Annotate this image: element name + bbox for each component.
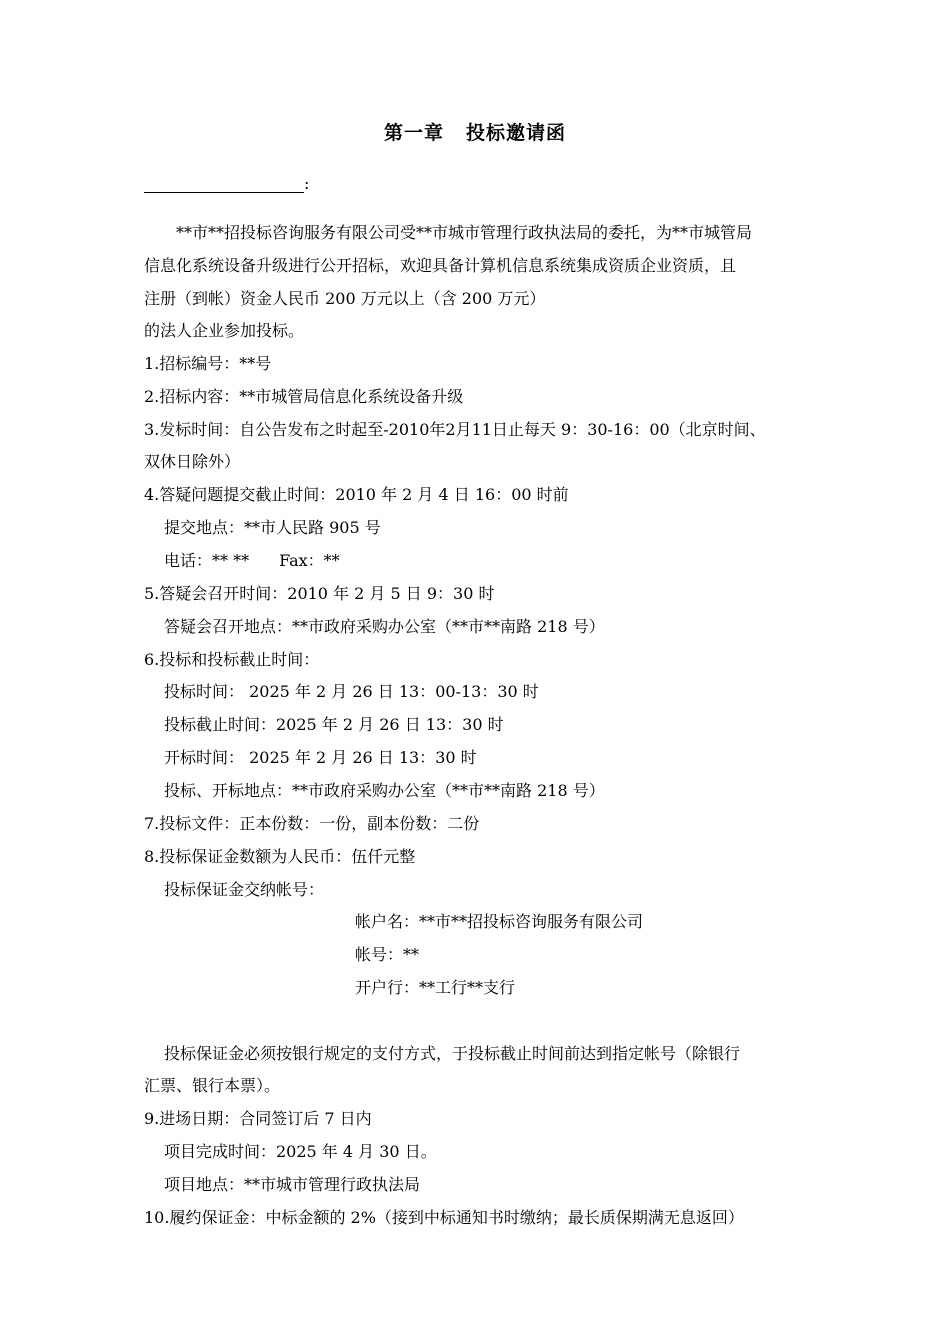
addressee-colon: : [304,174,310,193]
item-5: 5.答疑会召开时间：2010 年 2 月 5 日 9：30 时 [144,584,495,603]
item-2: 2.招标内容：**市城管局信息化系统设备升级 [144,387,464,406]
item-9: 9.进场日期：合同签订后 7 日内 [144,1109,372,1128]
fax-text: Fax：** [279,551,340,570]
item-6-deadline: 投标截止时间：2025 年 2 月 26 日 13：30 时 [164,715,504,734]
intro-line-1: **市**招投标咨询服务有限公司受**市城市管理行政执法局的委托，为**市城管局 [176,223,753,242]
item-4-address: 提交地点：**市人民路 905 号 [164,518,381,537]
account-name: 帐户名：**市**招投标咨询服务有限公司 [355,912,644,931]
chapter-title [0,118,950,145]
deposit-note-line-2: 汇票、银行本票）。 [144,1076,281,1095]
item-8-account-title: 投标保证金交纳帐号： [164,880,325,899]
item-4: 4.答疑问题提交截止时间：2010 年 2 月 4 日 16：00 时前 [144,485,569,504]
item-6-bid-time: 投标时间： 2025 年 2 月 26 日 13：00-13：30 时 [164,682,539,701]
intro-line-3: 注册（到帐）资金人民币 200 万元以上（含 200 万元） [144,289,546,308]
item-10: 10.履约保证金：中标金额的 2%（接到中标通知书时缴纳；最长质保期满无息返回） [144,1208,744,1227]
addressee-line [144,174,309,193]
item-5-address: 答疑会召开地点：**市政府采购办公室（**市**南路 218 号） [164,617,605,636]
deposit-note-line-1: 投标保证金必须按银行规定的支付方式，于投标截止时间前达到指定帐号（除银行 [164,1044,741,1063]
account-number: 帐号：** [355,945,420,964]
item-4-contact [164,550,340,572]
item-9-finish: 项目完成时间：2025 年 4 月 30 日。 [164,1142,437,1161]
intro-line-4: 的法人企业参加投标。 [144,321,305,340]
intro-line-2: 信息化系统设备升级进行公开招标，欢迎具备计算机信息系统集成资质企业资质，且 [144,256,737,275]
chapter-heading: 投标邀请函 [466,122,567,144]
item-1: 1.招标编号：**号 [144,354,272,373]
chapter-number: 第一章 [383,122,444,144]
item-6: 6.投标和投标截止时间： [144,650,320,669]
item-6-address: 投标、开标地点：**市政府采购办公室（**市**南路 218 号） [164,781,605,800]
addressee-blank [144,176,304,193]
item-7: 7.投标文件：正本份数：一份，副本份数：二份 [144,814,480,833]
item-3-line-2: 双休日除外） [144,452,241,471]
item-6-open-time: 开标时间： 2025 年 2 月 26 日 13：30 时 [164,748,477,767]
item-8: 8.投标保证金数额为人民币：伍仟元整 [144,847,416,866]
item-3-line-1: 3.发标时间：自公告发布之时起至-2010年2月11日止每天 9：30-16：00（北京时间、 [144,420,766,439]
phone-text: 电话：** ** [164,551,250,570]
account-bank: 开户行：**工行**支行 [355,978,516,997]
item-9-site: 项目地点：**市城市管理行政执法局 [164,1175,421,1194]
